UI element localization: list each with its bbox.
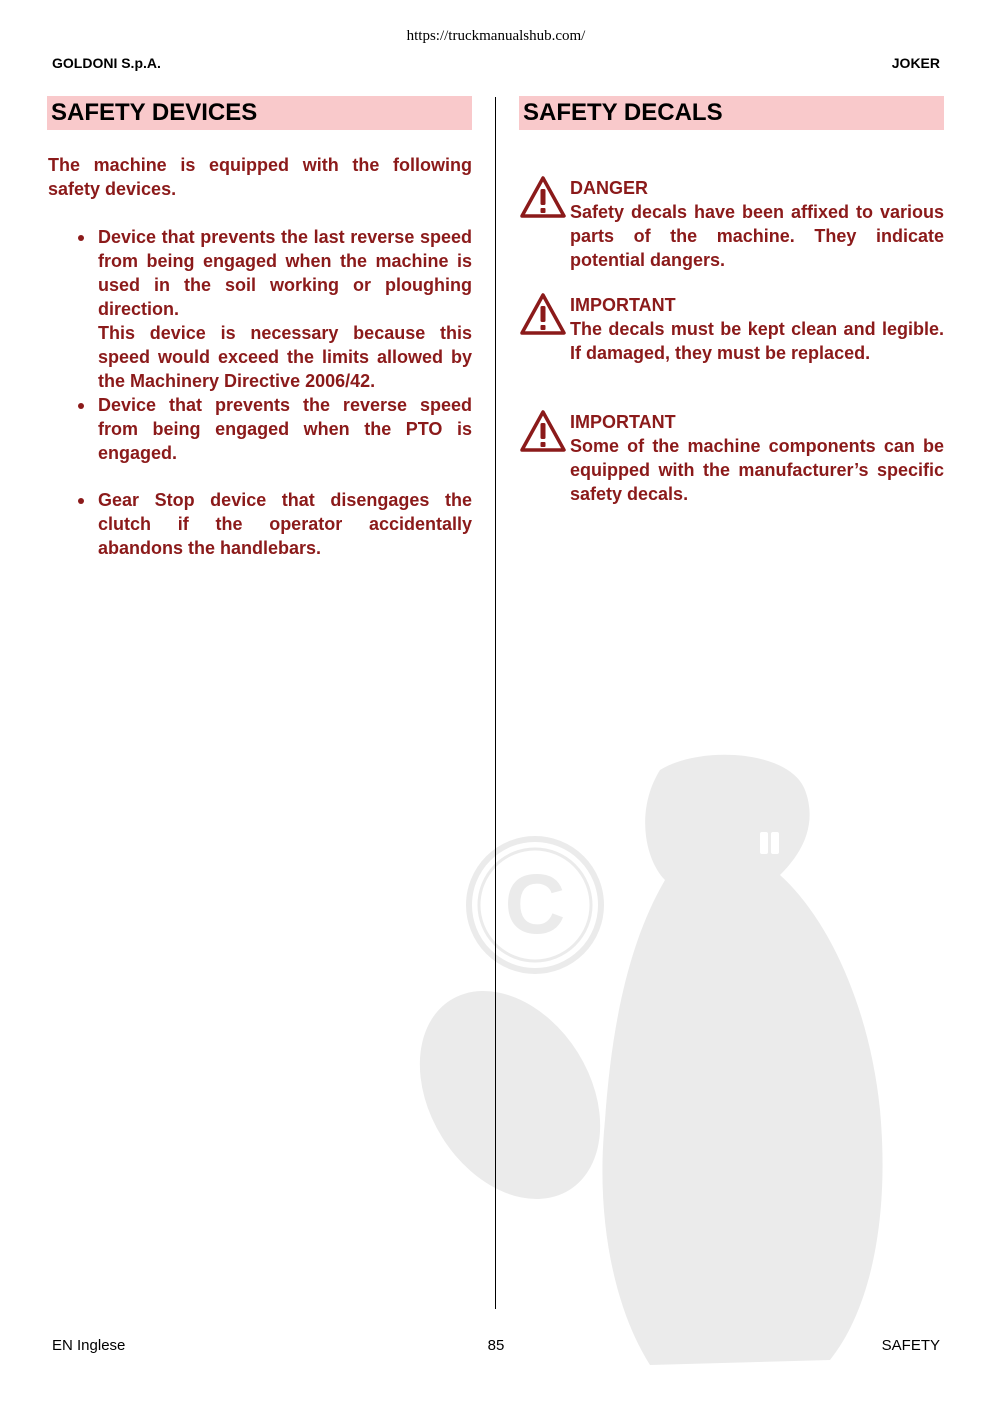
footer-language: EN Inglese [52, 1337, 126, 1354]
svg-text:C: C [504, 857, 566, 951]
warning-block-important [520, 293, 944, 365]
warning-block-danger [520, 176, 944, 272]
warning-text: Safety decals have been affixed to various parts of the machine. They indicate potential dangers. [570, 202, 944, 270]
beaver-watermark-icon [400, 750, 960, 1380]
safety-device-list [48, 225, 472, 560]
section-title-safety-devices: SAFETY DEVICES [47, 96, 472, 130]
list-spacer [48, 465, 472, 488]
warning-triangle-icon [520, 175, 566, 219]
column-divider [495, 97, 496, 1309]
header-company: GOLDONI S.p.A. [52, 55, 161, 71]
warning-text: Some of the machine components can be equipped with the manufacturer’s specific safety decals. [570, 436, 944, 504]
list-item-note: This device is necessary because this speed would exceed the limits allowed by the Machinery Directive 2006/42. [98, 323, 472, 391]
list-item-text: Gear Stop device that disengages the clutch if the operator accidentally abandons the handlebars. [98, 490, 472, 558]
source-url: https://truckmanualshub.com/ [406, 28, 586, 44]
bullet-icon [78, 403, 84, 409]
warning-label: DANGER [570, 178, 649, 198]
warning-block-important [520, 410, 944, 506]
bullet-icon [78, 235, 84, 241]
warning-text: The decals must be kept clean and legible. If damaged, they must be replaced. [570, 319, 944, 363]
section-title-safety-decals: SAFETY DECALS [519, 96, 944, 130]
warning-label: IMPORTANT [570, 412, 676, 432]
list-item [48, 225, 472, 393]
warning-label: IMPORTANT [570, 295, 676, 315]
intro-text: The machine is equipped with the following safety devices. [48, 155, 472, 199]
page-number: 85 [487, 1337, 505, 1354]
warning-triangle-icon [520, 409, 566, 453]
header-model: JOKER [891, 55, 940, 71]
bullet-icon [78, 498, 84, 504]
list-item-text: Device that prevents the reverse speed from being engaged when the PTO is engaged. [98, 395, 472, 463]
warning-triangle-icon [520, 292, 566, 336]
list-item-text: Device that prevents the last reverse speed from being engaged when the machine is used in the soil working or ploughing direction. [98, 227, 472, 319]
list-item [48, 488, 472, 560]
footer-section: SAFETY [881, 1337, 940, 1354]
list-item [48, 393, 472, 465]
